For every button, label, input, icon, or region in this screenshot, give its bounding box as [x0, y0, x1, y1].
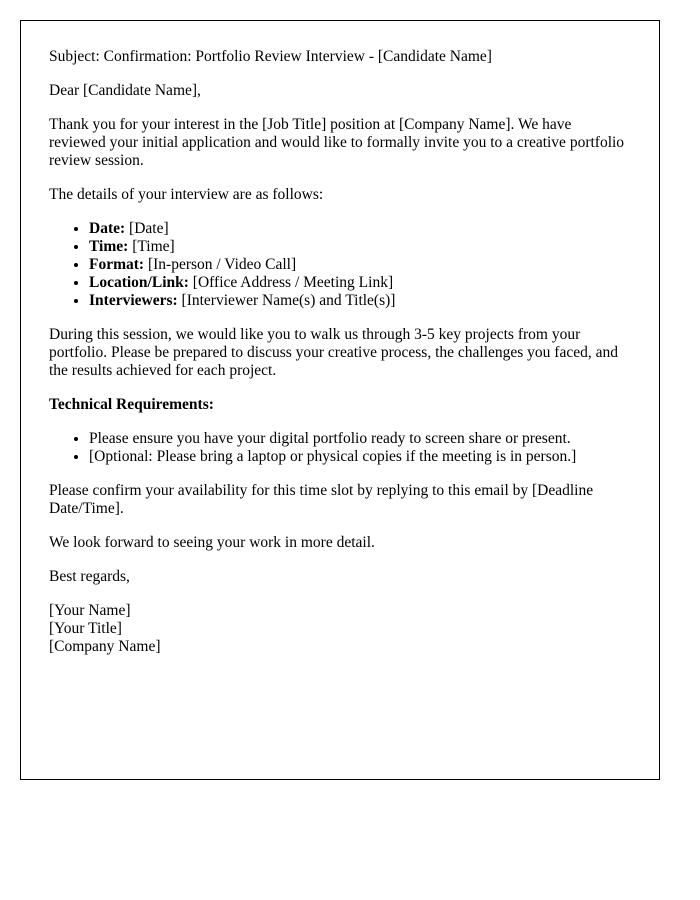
tech-item: • Please ensure you have your digital portfolio ready to screen share or present.	[89, 430, 631, 448]
detail-item-interviewers	[89, 292, 631, 310]
intro-paragraph: Thank you for your interest in the [Job Title] position at [Company Name]. We have reviewed your initial application and would like to formally invite you to a creative portfolio review session.	[49, 116, 625, 169]
detail-value: [Office Address / Meeting Link]	[188, 274, 394, 291]
detail-label: Time:	[89, 238, 129, 255]
tech-item: • [Optional: Please bring a laptop or physical copies if the meeting is in person.]	[89, 448, 631, 466]
detail-value: [Time]	[128, 238, 175, 255]
detail-value: [Date]	[125, 220, 169, 237]
tech-requirements-heading	[49, 396, 631, 414]
signature-company: [Company Name]	[49, 638, 161, 655]
confirm-paragraph: Please confirm your availability for this time slot by replying to this email by [Deadline Date/Time].	[49, 482, 594, 517]
detail-item-date	[89, 220, 631, 238]
detail-value: [In-person / Video Call]	[144, 256, 297, 273]
detail-label: Location/Link:	[89, 274, 189, 291]
sign-off: Best regards,	[49, 568, 130, 585]
detail-label: Date:	[89, 220, 126, 237]
email-document	[20, 20, 660, 780]
closing-line: We look forward to seeing your work in more detail.	[49, 534, 375, 551]
email-subject: Subject: Confirmation: Portfolio Review Interview - [Candidate Name]	[49, 48, 492, 65]
detail-item-location	[89, 274, 631, 292]
detail-label: Interviewers:	[89, 292, 178, 309]
tech-heading-text: Technical Requirements:	[49, 396, 214, 413]
signature-title: [Your Title]	[49, 620, 122, 637]
email-greeting: Dear [Candidate Name],	[49, 82, 201, 99]
signature-block	[49, 602, 631, 656]
detail-value: [Interviewer Name(s) and Title(s)]	[177, 292, 396, 309]
detail-label: Format:	[89, 256, 145, 273]
tech-requirements-list	[49, 430, 631, 466]
detail-item-time	[89, 238, 631, 256]
session-paragraph: During this session, we would like you to walk us through 3-5 key projects from your portfolio. Please be prepared to discuss your creative process, the challenges you faced, and the results achieved for each project.	[49, 326, 618, 379]
detail-item-format	[89, 256, 631, 274]
signature-name: [Your Name]	[49, 602, 131, 619]
interview-details-list	[49, 220, 631, 310]
details-intro: The details of your interview are as follows:	[49, 186, 324, 203]
